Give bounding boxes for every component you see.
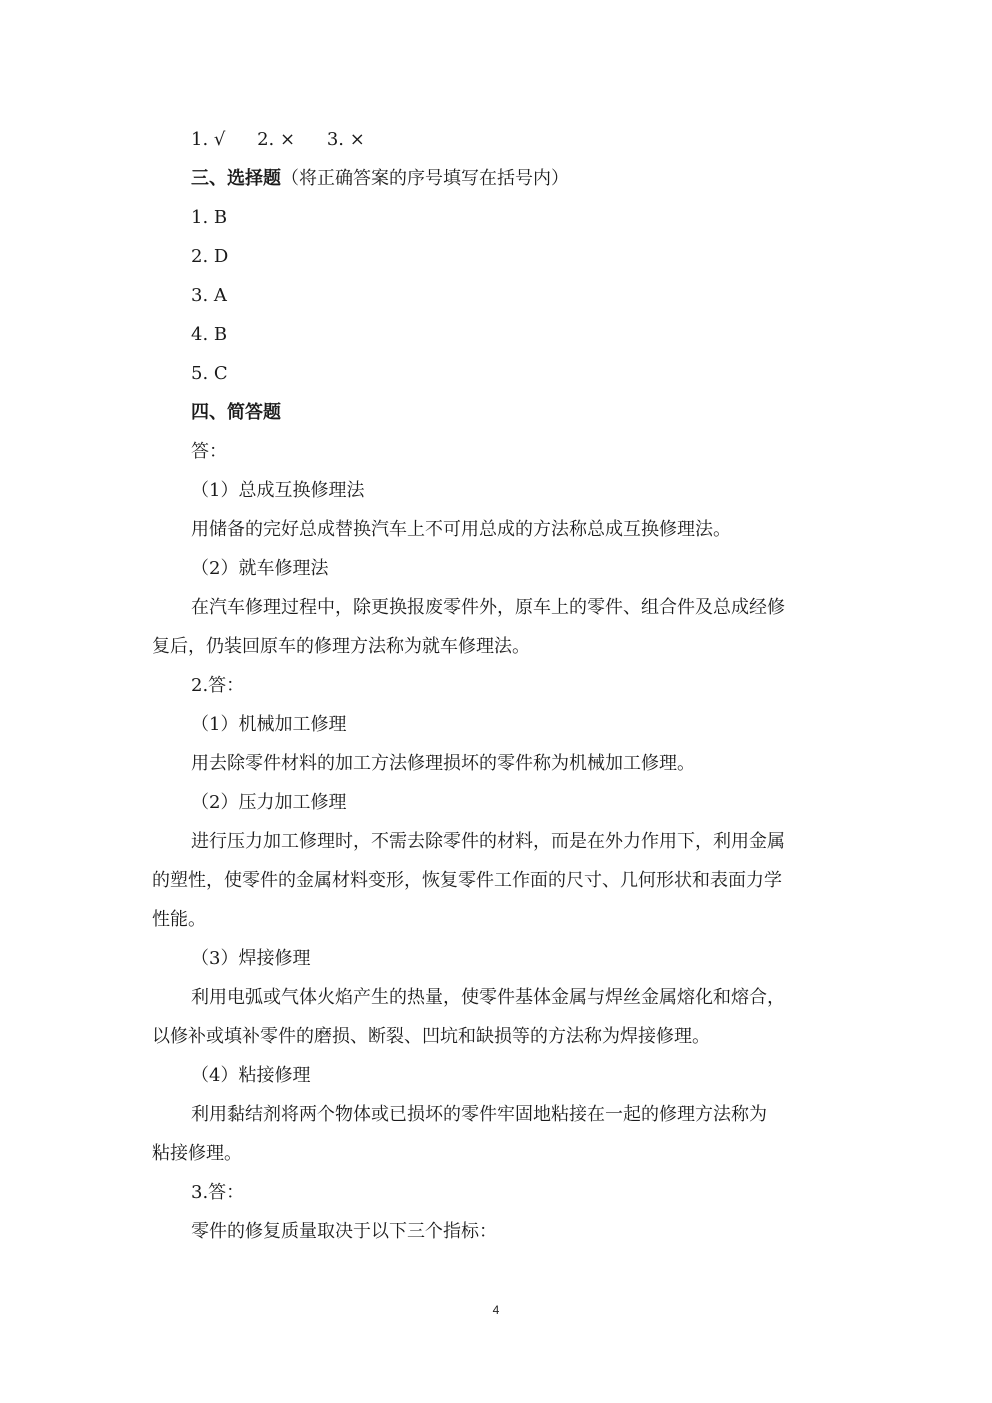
q2-part2-text-line2: 的塑性，使零件的金属材料变形，恢复零件工作面的尺寸、几何形状和表面力学 <box>152 870 782 891</box>
choice-answer-5: 5. C <box>191 363 228 384</box>
section-3-note: （将正确答案的序号填写在括号内） <box>281 168 569 189</box>
tf-answer-2: 2. × <box>257 129 296 150</box>
choice-answer-3: 3. A <box>191 285 227 306</box>
q2-part3-title: （3）焊接修理 <box>191 948 311 969</box>
choice-answer-4: 4. B <box>191 324 228 345</box>
q1-part2-title: （2）就车修理法 <box>191 558 329 579</box>
q2-part2-text-line1: 进行压力加工修理时，不需去除零件的材料，而是在外力作用下，利用金属 <box>191 831 785 852</box>
q3-text: 零件的修复质量取决于以下三个指标： <box>191 1221 497 1242</box>
q2-part2-title: （2）压力加工修理 <box>191 792 347 813</box>
q3-answer-label: 3.答： <box>191 1182 245 1203</box>
q1-part2-text-line1: 在汽车修理过程中，除更换报废零件外，原车上的零件、组合件及总成经修 <box>191 597 785 618</box>
section-3-heading <box>191 167 569 191</box>
q2-answer-label: 2.答： <box>191 675 245 696</box>
section-4-heading: 四、简答题 <box>191 402 281 423</box>
q1-part1-title: （1）总成互换修理法 <box>191 480 365 501</box>
q2-part4-text-line1: 利用黏结剂将两个物体或已损坏的零件牢固地粘接在一起的修理方法称为 <box>191 1104 767 1125</box>
choice-answer-2: 2. D <box>191 246 229 267</box>
q1-part1-text: 用储备的完好总成替换汽车上不可用总成的方法称总成互换修理法。 <box>191 519 731 540</box>
q1-answer-label: 答： <box>191 441 227 462</box>
true-false-answers <box>191 128 391 152</box>
q1-part2-text-line2: 复后，仍装回原车的修理方法称为就车修理法。 <box>152 636 530 657</box>
section-3-title: 三、选择题 <box>191 168 281 189</box>
choice-answer-1: 1. B <box>191 207 228 228</box>
q2-part4-text-line2: 粘接修理。 <box>152 1143 242 1164</box>
q2-part2-text-line3: 性能。 <box>152 909 206 930</box>
q2-part3-text-line2: 以修补或填补零件的磨损、断裂、凹坑和缺损等的方法称为焊接修理。 <box>152 1026 710 1047</box>
tf-answer-1: 1. √ <box>191 129 226 150</box>
tf-answer-3: 3. × <box>326 129 365 150</box>
page-number: 4 <box>492 1303 500 1317</box>
q2-part1-title: （1）机械加工修理 <box>191 714 347 735</box>
q2-part4-title: （4）粘接修理 <box>191 1065 311 1086</box>
q2-part1-text: 用去除零件材料的加工方法修理损坏的零件称为机械加工修理。 <box>191 753 695 774</box>
q2-part3-text-line1: 利用电弧或气体火焰产生的热量，使零件基体金属与焊丝金属熔化和熔合， <box>191 987 785 1008</box>
